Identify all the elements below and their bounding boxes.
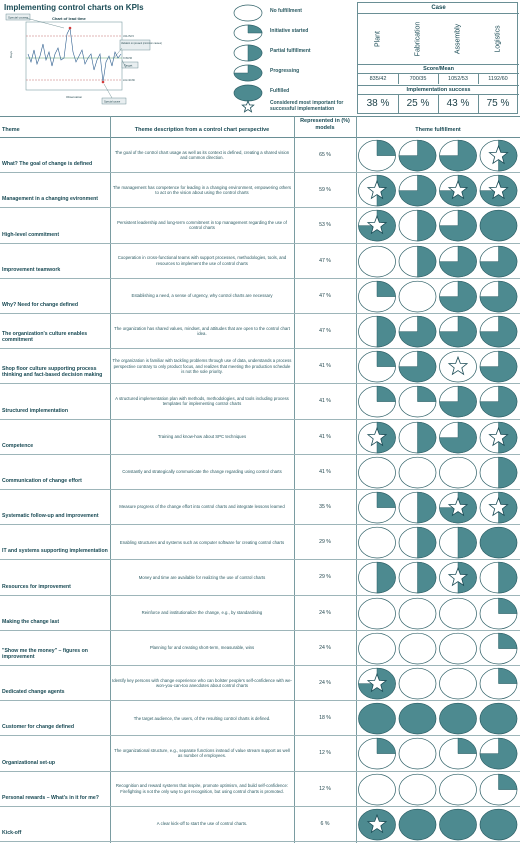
theme-description: The target audience, the users, of the resulting control charts is defined. — [133, 715, 271, 721]
table-row — [0, 666, 520, 701]
fulfillment-ellipse — [399, 457, 436, 488]
table-row — [0, 596, 520, 631]
fulfillment-row-graphic — [357, 173, 519, 208]
fulfillment-header: Theme fulfillment — [415, 127, 461, 133]
partial-fulfillment-icon — [232, 44, 264, 62]
fulfillment-ellipse — [440, 703, 477, 734]
theme-name: Improvement teamwork — [2, 266, 61, 273]
case-success: 43 % — [438, 95, 479, 113]
represented-percent: 41 % — [319, 468, 331, 475]
legend-item — [232, 64, 356, 84]
theme-name: Kick-off — [2, 830, 22, 837]
fulfillment-ellipse — [440, 668, 477, 699]
fulfillment-cells — [357, 560, 519, 594]
theme-description: The organization is familiar with tackling problems through use of data, understands a process perspective contrary to only product focus, and realizes that meeting the production schedule is not the sole priority. — [112, 358, 292, 374]
theme-name: The organization's culture enables commitment — [2, 331, 88, 344]
fulfillment-ellipse — [440, 809, 477, 840]
star-icon — [232, 100, 264, 114]
fulfillment-cells — [357, 455, 519, 489]
theme-description: Reinforce and institutionalize the change, e.g., by standardising — [141, 610, 263, 615]
fulfillment-fill — [377, 387, 396, 402]
fulfillment-cells — [357, 138, 519, 172]
theme-name: Organizational set-up — [2, 759, 56, 766]
represented-percent: 47 % — [319, 292, 331, 299]
table-row — [0, 807, 520, 842]
fulfillment-cells — [357, 420, 519, 454]
fulfillment-row-graphic — [357, 631, 519, 666]
table-row — [0, 631, 520, 666]
fulfillment-cells — [357, 666, 519, 700]
fulfillment-row-graphic — [357, 314, 519, 349]
represented-percent: 29 % — [319, 539, 331, 546]
fulfillment-cells — [357, 173, 519, 207]
represented-percent: 6 % — [320, 820, 330, 827]
fulfillment-row-graphic — [357, 807, 519, 842]
fulfillment-ellipse — [399, 598, 436, 629]
table-row — [0, 173, 520, 208]
success-heading: Implementation success — [358, 85, 519, 95]
fulfillment-fill — [499, 633, 518, 648]
fulfillment-fill — [377, 739, 396, 754]
represented-header: Represented in (%) models — [300, 118, 350, 131]
case-success: 25 % — [398, 95, 439, 113]
theme-name: Customer for change defined — [2, 724, 75, 731]
fulfillment-cells — [357, 701, 519, 735]
fulfillment-ellipse — [399, 809, 436, 840]
fulfillment-ellipse — [359, 457, 396, 488]
theme-description: Constantly and strategically communicate the change regarding using control charts — [122, 469, 282, 475]
fulfillment-fill — [499, 668, 518, 683]
star-shape — [242, 101, 253, 112]
fulfillment-fill — [377, 351, 396, 366]
theme-name: Personal rewards – What's in it for me? — [2, 794, 99, 801]
theme-description: The organization has shared values, mindset, and attitudes that are open to the control chart idea. — [114, 325, 290, 337]
represented-percent: 24 % — [319, 644, 331, 651]
theme-name: High-level commitment — [2, 231, 60, 238]
case-score: 835/42 — [358, 74, 399, 84]
theme-description: A clear kick-off to start the use of control charts. — [156, 821, 248, 827]
fulfillment-ellipse — [359, 703, 396, 734]
table-row — [0, 560, 520, 595]
table-row — [0, 244, 520, 279]
theme-name: Management in a changing evironment — [2, 196, 98, 203]
fulfillment-cells — [357, 244, 519, 278]
no-fulfillment-icon — [232, 4, 264, 22]
legend-label: Partial fulfillment — [270, 48, 311, 54]
case-score: 700/35 — [398, 74, 439, 84]
theme-name: Shop floor culture supporting process thinking and fact-based decision making — [2, 366, 103, 379]
fulfillment-ellipse — [234, 5, 262, 21]
table-row — [0, 455, 520, 490]
theme-description: A structured implementation plan with methods, methodologies, and tools including process templates for implementing control charts — [115, 396, 289, 407]
special-cause-label: Special cause — [104, 100, 121, 104]
fulfillment-fill — [418, 211, 436, 242]
theme-name: What? The goal of change is defined — [2, 161, 93, 168]
fulfillment-ellipse — [359, 633, 396, 664]
fulfillment-fill — [418, 246, 436, 277]
table-row — [0, 490, 520, 525]
fulfillment-cells — [357, 596, 519, 630]
fulfillment-ellipse — [234, 85, 262, 101]
theme-description: The management has competence for leading in a changing environment, empowering others to act on the vision about using the control charts — [112, 184, 292, 196]
legend-label: No fulfillment — [270, 8, 302, 14]
fulfillment-ellipse — [359, 246, 396, 277]
represented-percent: 35 % — [319, 504, 331, 511]
fulfillment-row-graphic — [357, 596, 519, 631]
fulfillment-cells — [357, 349, 519, 383]
represented-percent: 29 % — [319, 574, 331, 581]
fulfillment-row-graphic — [357, 666, 519, 701]
represented-percent: 41 % — [319, 363, 331, 370]
case-heading: Case — [358, 3, 519, 14]
fulfillment-cells — [357, 772, 519, 806]
case-name: Logistics — [494, 25, 502, 53]
variation-label: Variation on present (common causes) — [121, 42, 162, 45]
fulfillment-ellipse — [440, 633, 477, 664]
fulfillment-ellipse — [440, 774, 477, 805]
fulfillment-ellipse — [480, 211, 517, 242]
represented-percent: 59 % — [319, 187, 331, 194]
fulfillment-ellipse — [359, 527, 396, 558]
fulfillment-fill — [418, 387, 437, 402]
score-heading: Score/Mean — [358, 64, 519, 74]
theme-name: Making the change last — [2, 618, 60, 625]
theme-description: Measure progress of the change effort into control charts and integrate lessons learned — [119, 504, 285, 510]
control-chart-illustration — [4, 14, 162, 108]
page-title: Implementing control charts on KPIs — [4, 3, 144, 12]
theme-name: Why? Need for change defined — [2, 302, 79, 309]
fulfillment-row-graphic — [357, 560, 519, 595]
days-axis-label: Days — [9, 51, 13, 58]
theme-description: Training and know-how about SPC techniques — [157, 434, 247, 439]
fulfillment-row-graphic — [357, 244, 519, 279]
represented-percent: 47 % — [319, 328, 331, 335]
observation-axis-label: Observation — [66, 95, 83, 99]
represented-percent: 12 % — [319, 785, 331, 792]
fulfillment-cells — [357, 736, 519, 770]
theme-description: Planning for and creating short-term, measurable, wins — [149, 645, 255, 651]
fulfillment-fill — [418, 563, 436, 594]
fulfillment-row-graphic — [357, 138, 519, 173]
legend — [232, 2, 356, 114]
fulfillment-ellipse — [480, 527, 517, 558]
fulfillment-fill — [499, 598, 518, 613]
fulfillment-fill — [499, 563, 517, 594]
represented-percent: 41 % — [319, 433, 331, 440]
fulfillment-fill — [499, 457, 517, 488]
theme-description: Money and time are available for realizing the use of control charts — [138, 574, 266, 580]
fulfillment-ellipse — [359, 598, 396, 629]
legend-label: Considered most important for successful implementation — [270, 100, 344, 112]
theme-description: The goal of the control chart usage as well as its context is defined, creating a shared vision and common direction. — [114, 149, 290, 161]
fulfillment-fill — [458, 527, 476, 558]
case-success: 75 % — [486, 98, 510, 109]
fulfillment-cells — [357, 208, 519, 242]
theme-name: Communication of change effort — [2, 478, 82, 485]
table-row — [0, 701, 520, 736]
legend-label: Initiative started — [270, 28, 309, 34]
fulfillment-ellipse — [440, 457, 477, 488]
fulfillment-ellipse — [399, 633, 436, 664]
fulfillment-ellipse — [399, 703, 436, 734]
case-name: Assembly — [454, 23, 462, 55]
theme-description: Establishing a need, a sense of urgency, why control charts are necessary — [131, 293, 273, 299]
legend-item — [232, 24, 356, 44]
fulfillment-row-graphic — [357, 279, 519, 314]
initiative-started-icon — [232, 24, 264, 42]
fulfillment-cells — [357, 279, 519, 313]
progressing-icon — [232, 64, 264, 82]
fulfillment-fill — [418, 492, 436, 523]
theme-name: Competence — [2, 442, 34, 449]
description-header: Theme description from a control chart perspective — [134, 127, 270, 133]
fulfillment-row-graphic — [357, 208, 519, 243]
fulfillment-fill — [377, 492, 396, 507]
legend-item — [232, 44, 356, 64]
table-row — [0, 208, 520, 243]
represented-percent: 18 % — [319, 715, 331, 722]
theme-name: Resources for improvement — [2, 583, 71, 590]
table-row — [0, 349, 520, 384]
fulfillment-ellipse — [399, 281, 436, 312]
fulfillment-ellipse — [399, 668, 436, 699]
fulfillment-ellipse — [440, 598, 477, 629]
fulfillment-fill — [418, 527, 436, 558]
represented-percent: 24 % — [319, 609, 331, 616]
case-name: Plant — [374, 31, 382, 47]
fulfillment-fill — [418, 422, 436, 453]
fulfillment-fill — [377, 281, 396, 296]
fulfillment-fill — [248, 45, 262, 61]
table-row — [0, 772, 520, 807]
mean-label: X=66.56 — [123, 57, 132, 60]
fulfillment-row-graphic — [357, 349, 519, 384]
fulfillment-fill — [458, 739, 477, 754]
table-row — [0, 314, 520, 349]
legend-label: Fulfilled — [270, 88, 290, 94]
fulfillment-row-graphic — [357, 701, 519, 736]
legend-item — [232, 4, 356, 24]
table-row — [0, 384, 520, 419]
fulfillment-row-graphic — [357, 490, 519, 525]
fulfillment-cells — [357, 384, 519, 418]
fulfillment-fill — [377, 140, 396, 155]
fulfillment-ellipse — [399, 774, 436, 805]
fulfillment-row-graphic — [357, 420, 519, 455]
table-row — [0, 736, 520, 771]
represented-percent: 65 % — [319, 152, 331, 159]
theme-name: "Show me the money" – figures on improvement — [2, 648, 88, 661]
table-row — [0, 420, 520, 455]
case-success: 38 % — [358, 95, 399, 113]
fulfillment-fill — [499, 774, 518, 789]
legend-label: Progressing — [270, 68, 300, 74]
case-name: Fabrication — [414, 21, 422, 57]
case-box — [357, 2, 518, 114]
represented-percent: 53 % — [319, 222, 331, 229]
table-row — [0, 279, 520, 314]
fulfillment-ellipse — [480, 809, 517, 840]
fulfillment-ellipse — [399, 739, 436, 770]
fulfillment-fill — [377, 563, 395, 594]
ucl-label: UCL=52.5 — [123, 35, 134, 38]
theme-description: Persistent leadership and long-term commitment in top management regarding the use of control charts — [117, 220, 287, 231]
theme-header: Theme — [2, 127, 20, 133]
fulfillment-cells — [357, 525, 519, 559]
fulfillment-ellipse — [359, 774, 396, 805]
theme-description: Enabling structures and systems such as computer software for creating control charts — [119, 539, 285, 545]
lcl-label: LCL=20.66 — [123, 79, 135, 82]
fulfillment-cells — [357, 631, 519, 665]
theme-name: IT and systems supporting implementation — [2, 548, 108, 555]
fulfillment-cells — [357, 314, 519, 348]
fulfillment-row-graphic — [357, 384, 519, 419]
represented-percent: 24 % — [319, 680, 331, 687]
theme-name: Systematic follow-up and improvement — [2, 513, 99, 520]
represented-percent: 12 % — [319, 750, 331, 757]
case-score: 1052/53 — [438, 74, 479, 84]
theme-name: Dedicated change agents — [2, 689, 65, 696]
target-label: Target — [124, 63, 133, 68]
case-score: 1192/60 — [488, 76, 508, 82]
theme-description: Identify key persons with change experience who can bolster people's self-confidence with we-won-you-can-too anecdotes about control charts — [112, 677, 292, 689]
theme-description: Recognition and reward systems that inspire, promote optimism, and build self-confidence: Firefighting is not the only way to get recognition, but using control charts is promoted. — [115, 783, 289, 794]
fulfillment-row-graphic — [357, 455, 519, 490]
chart-of-lead-time-label: Chart of lead time — [52, 16, 86, 21]
special-causes-label: Special causes — [8, 15, 29, 20]
theme-name: Structured implementation — [2, 407, 69, 414]
fulfillment-row-graphic — [357, 525, 519, 560]
fulfillment-row-graphic — [357, 736, 519, 771]
fulfillment-cells — [357, 490, 519, 524]
fulfillment-cells — [357, 807, 519, 841]
theme-description: Cooperation in cross-functional teams with support processes, methodologies, tools, and resources to implement the use of control charts — [117, 255, 287, 266]
represented-percent: 41 % — [319, 398, 331, 405]
theme-description: The organizational structure, e.g., separate functions instead of value stream support as well as number of employees. — [114, 748, 290, 759]
table-row — [0, 138, 520, 173]
fulfillment-fill — [377, 316, 395, 347]
fulfillment-ellipse — [480, 703, 517, 734]
fulfillment-row-graphic — [357, 772, 519, 807]
fulfillment-fill — [248, 25, 262, 33]
table-row — [0, 525, 520, 560]
represented-percent: 47 % — [319, 257, 331, 264]
